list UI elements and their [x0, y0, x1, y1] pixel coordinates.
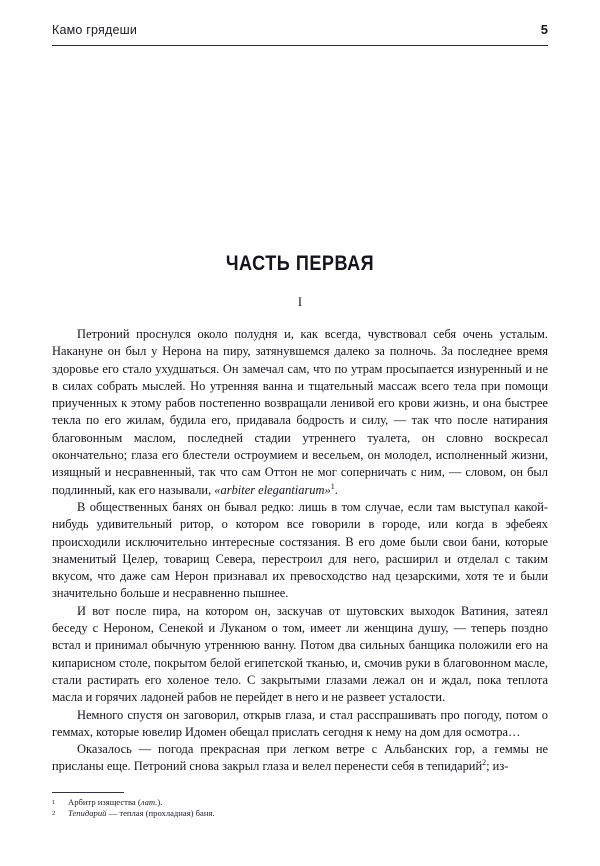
paragraph-5-text: Оказалось — погода прекрасная при легком ветре с Альбанских гор, а геммы не присланы еще. Петроний снова закрыл глаза и велел перенести себя в тепидарий [52, 742, 548, 774]
footnote-text-1 [68, 797, 492, 808]
paragraph-3: И вот после пира, на котором он, заскучав от шутовских выходок Ватиния, затеял беседу с Нероном, Сенекой и Луканом о том, имеет ли женщина душу, — теперь поздно встал и принимал обычную утреннюю ванну. Потом два сильных банщика положили его на кипарисном столе, покрытом белой египетской тканью, и, смочив руки в благовонном масле, стали растирать его холеное тело. С закрытыми глазами лежал он и ждал, пока теплота масла и горячих ладоней рабов не перейдет в него и не развеет усталости. [52, 603, 548, 705]
latin-phrase: «arbiter elegantiarum» [214, 482, 331, 497]
footnote-separator [52, 792, 124, 793]
paragraph-1-tail: . [334, 482, 338, 497]
footnote-1-before: Арбитр изящества ( [68, 797, 141, 807]
footnote-1-term: лат. [140, 797, 158, 807]
body-text [52, 326, 548, 776]
footnote-2-after: — теплая (прохладная) баня. [106, 808, 215, 819]
running-head [52, 22, 548, 37]
footnote-reference-2[interactable]: 2 [482, 758, 487, 768]
footnote-marker-2: 2 [52, 810, 56, 818]
footnote-2-term: Тепидарий [68, 808, 107, 819]
footnotes-area [52, 797, 492, 820]
footnote-item [52, 797, 492, 808]
footnote-reference-1[interactable]: 1 [330, 481, 335, 491]
header-divider [52, 45, 548, 46]
book-title: Камо грядеши [52, 23, 138, 37]
footnote-marker-1: 1 [52, 799, 56, 806]
part-title: ЧАСТЬ ПЕРВАЯ [225, 252, 375, 275]
footnote-text-2 [68, 808, 492, 819]
footnote-item [52, 808, 492, 819]
paragraph-1-text: Петроний проснулся около полудня и, как всегда, чувствовал себя очень усталым. Накануне он был у Нерона на пиру, затянувшемся далеко за полночь. За последнее время здоровье его стало ухудшаться. Он замечал сам, что по утрам просыпается изнуренный и не в силах собрать мыслей. Но утренняя ванна и тщательный массаж всего тела при помощи приученных к этому рабов постепенно возвращали ленивой его крови жизнь, и она быстрее текла по его жилам, будила его, придавала бодрость и силу, — так что после натирания благовонным маслом, последней стадии утреннего туалета, он словно воскресал окончательно; глаза его блестели остроумием и весельем, он молодел, исполненный жизни, изящный и несравненный, так что сам Оттон не мог соперничать с ним, — словом, он был подлинный, как его называли, [52, 327, 548, 497]
paragraph-4: Немного спустя он заговорил, открыв глаза, и стал расспрашивать про погоду, потом о геммах, которые ювелир Идомен обещал прислать сегодня к нему на дом для осмотра… [52, 707, 548, 739]
paragraph-5-tail: ; из- [486, 759, 509, 774]
paragraph-1 [52, 326, 548, 499]
paragraph-5 [52, 741, 548, 776]
page-number: 5 [540, 22, 548, 37]
footnote-1-after: ). [157, 797, 163, 807]
paragraph-2: В общественных банях он бывал редко: лишь в том случае, если там выступал какой-нибудь удивительный ритор, о котором все говорили в городе, или когда в эфебеях происходили исключительно интересные состязания. В его доме были свои бани, которые знаменитый Целер, товарищ Севера, перестроил для него, расширил и отделал с таким вкусом, что даже сам Нерон признавал их превосходство над цезарскими, хотя те и были значительно больше и несравненно пышнее. [52, 499, 548, 601]
chapter-number: I [297, 295, 303, 309]
